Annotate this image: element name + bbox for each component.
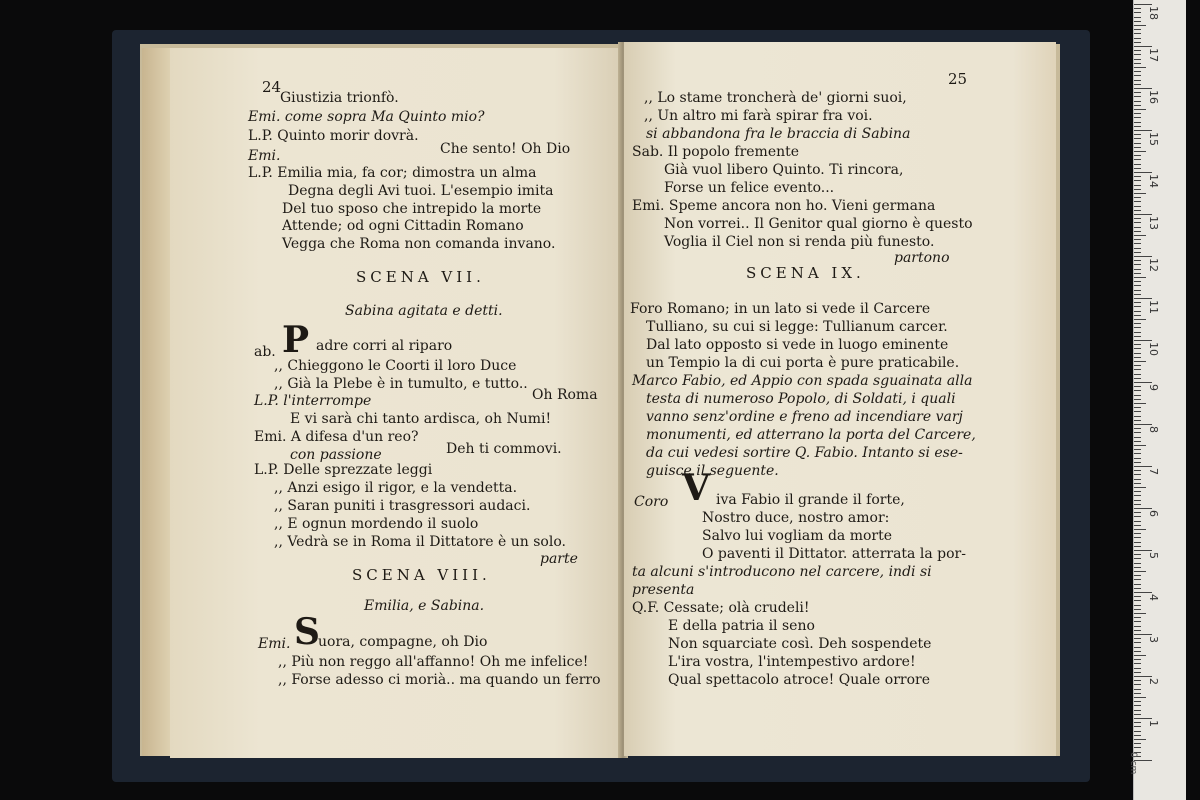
ruler-tick (1134, 466, 1152, 467)
ruler-tick (1134, 75, 1141, 76)
text-line: O paventi il Dittator. atterrata la por- (702, 546, 966, 562)
ruler-tick (1134, 739, 1146, 740)
text-line: Oh Roma (532, 387, 598, 403)
text-line: Tulliano, su cui si legge: Tullianum carcer. (646, 319, 948, 335)
ruler-tick (1134, 369, 1141, 370)
ruler-tick (1134, 197, 1141, 198)
ruler-tick (1134, 122, 1141, 123)
text-line: ,, Anzi esigo il rigor, e la vendetta. (274, 480, 518, 496)
text-line: Dal lato opposto si vede in luogo eminente (646, 337, 949, 353)
ruler-tick (1134, 495, 1141, 496)
ruler-tick (1134, 609, 1141, 610)
ruler-tick (1134, 277, 1146, 278)
text-line: Q.F. Cessate; olà crudeli! (632, 600, 810, 616)
ruler-tick (1134, 168, 1141, 169)
ruler-tick (1134, 285, 1141, 286)
ruler-tick (1134, 306, 1141, 307)
ruler-tick (1134, 92, 1141, 93)
ruler-tick (1134, 525, 1141, 526)
ruler-number: 5 (1147, 552, 1160, 559)
text-line: Forse un felice evento... (664, 180, 835, 196)
text-line: Degna degli Avi tuoi. L'esempio imita (288, 183, 554, 199)
stage-direction: monumenti, ed atterrano la porta del Carcere, (646, 427, 976, 443)
text-line: ,, Lo stame troncherà de' giorni suoi, (644, 90, 907, 106)
text-line: Vegga che Roma non comanda invano. (282, 236, 556, 252)
ruler-tick (1134, 63, 1141, 64)
text-line: L'ira vostra, l'intempestivo ardore! (668, 654, 916, 670)
ruler-tick (1134, 403, 1146, 404)
ruler-tick (1134, 613, 1146, 614)
ruler-tick (1134, 138, 1141, 139)
ruler-tick (1134, 365, 1141, 366)
ruler-tick (1134, 735, 1141, 736)
ruler-tick (1134, 651, 1141, 652)
ruler-tick (1134, 155, 1141, 156)
ruler-tick (1134, 483, 1141, 484)
ruler-tick (1134, 516, 1141, 517)
ruler-tick (1134, 84, 1141, 85)
ruler-tick (1134, 558, 1141, 559)
ruler-tick (1134, 701, 1141, 702)
stage-direction: vanno senz'ordine e freno ad incendiare varj (646, 409, 963, 425)
ruler-tick (1134, 323, 1141, 324)
ruler-tick (1134, 96, 1141, 97)
ruler-number: 9 (1147, 384, 1160, 391)
text-line: ,, Chieggono le Coorti il loro Duce (274, 358, 517, 374)
ruler-tick (1134, 621, 1141, 622)
ruler-tick (1134, 59, 1141, 60)
ruler-number: 1 (1147, 720, 1160, 727)
ruler-tick (1134, 399, 1141, 400)
ruler-tick (1134, 273, 1141, 274)
ruler-tick (1134, 319, 1146, 320)
text-line: L.P. Delle sprezzate leggi (254, 462, 433, 478)
ruler-tick (1134, 571, 1146, 572)
ruler-tick (1134, 105, 1141, 106)
ruler-tick (1134, 54, 1141, 55)
stage-direction: partono (894, 250, 950, 266)
ruler-tick (1134, 290, 1141, 291)
ruler-tick (1134, 80, 1141, 81)
ruler-tick (1134, 542, 1141, 543)
text-line: Qual spettacolo atroce! Quale orrore (668, 672, 930, 688)
ruler-tick (1134, 663, 1141, 664)
ruler-tick (1134, 143, 1141, 144)
ruler-unit: 0 cm (1128, 752, 1138, 775)
ruler-tick (1134, 25, 1146, 26)
text-line: Voglia il Ciel non si renda più funesto. (664, 234, 935, 250)
ruler-tick (1134, 592, 1152, 593)
ruler-tick (1134, 672, 1141, 673)
ruler-tick (1134, 714, 1141, 715)
page-number: 25 (948, 70, 968, 88)
ruler-tick (1134, 88, 1152, 89)
ruler-number: 2 (1147, 678, 1160, 685)
ruler-tick (1134, 453, 1141, 454)
ruler-tick (1134, 269, 1141, 270)
stage-direction: Marco Fabio, ed Appio con spada sguainata alla (632, 373, 973, 389)
ruler-tick (1134, 512, 1141, 513)
ruler-tick (1134, 38, 1141, 39)
stage-direction: con passione (290, 447, 382, 463)
ruler-tick (1134, 491, 1141, 492)
ruler-tick (1134, 537, 1141, 538)
ruler-tick (1134, 575, 1141, 576)
text-line: ,, Vedrà se in Roma il Dittatore è un solo. (274, 534, 566, 550)
drop-capital: S (294, 611, 320, 653)
ruler-tick (1134, 206, 1141, 207)
ruler-tick (1134, 71, 1141, 72)
ruler-tick (1134, 596, 1141, 597)
ruler-tick (1134, 214, 1152, 215)
ruler-tick (1134, 374, 1141, 375)
ruler-tick (1134, 437, 1141, 438)
ruler-tick (1134, 281, 1141, 282)
ruler-tick (1134, 521, 1141, 522)
ruler-tick (1134, 684, 1141, 685)
text-line: ,, Saran puniti i trasgressori audaci. (274, 498, 531, 514)
ruler-tick (1134, 705, 1141, 706)
ruler-tick (1134, 546, 1141, 547)
ruler-tick (1134, 634, 1152, 635)
ruler-tick (1134, 235, 1146, 236)
ruler-tick (1134, 638, 1141, 639)
ruler-tick (1134, 500, 1141, 501)
text-line: Emi. Speme ancora non ho. Vieni germana (632, 198, 936, 214)
ruler-tick (1134, 189, 1141, 190)
ruler-tick (1134, 416, 1141, 417)
ruler-tick (1134, 231, 1141, 232)
ruler-tick (1134, 445, 1146, 446)
ruler-tick (1134, 550, 1152, 551)
ruler-tick (1134, 462, 1141, 463)
ruler-tick (1134, 395, 1141, 396)
ruler-tick (1134, 424, 1152, 425)
ruler-tick (1134, 710, 1141, 711)
ruler-tick (1134, 689, 1141, 690)
ruler-tick (1134, 130, 1152, 131)
ruler-tick (1134, 579, 1141, 580)
text-line: L.P. l'interrompe (254, 393, 372, 409)
ruler-tick (1134, 252, 1141, 253)
speaker-label: Emi. (258, 636, 291, 652)
ruler-tick (1134, 239, 1141, 240)
ruler-tick (1134, 201, 1141, 202)
ruler-tick (1134, 584, 1141, 585)
ruler-tick (1134, 382, 1152, 383)
ruler-tick (1134, 642, 1141, 643)
ruler-number: 18 (1147, 6, 1160, 20)
ruler-tick (1134, 479, 1141, 480)
ruler-number: 13 (1147, 216, 1160, 230)
ruler-tick (1134, 432, 1141, 433)
text-line: L.P. Emilia mia, fa cor; dimostra un alma (248, 165, 537, 181)
ruler-tick (1134, 193, 1146, 194)
text-line: ,, Già la Plebe è in tumulto, e tutto.. (274, 376, 528, 392)
ruler-tick (1134, 449, 1141, 450)
ruler-tick (1134, 243, 1141, 244)
ruler-tick (1134, 378, 1141, 379)
scene-heading: SCENA VII. (356, 268, 485, 286)
drop-capital: V (682, 467, 710, 509)
ruler-tick (1134, 50, 1141, 51)
ruler-tick (1134, 42, 1141, 43)
ruler-tick (1134, 726, 1141, 727)
ruler-tick (1134, 336, 1141, 337)
ruler-tick (1134, 294, 1141, 295)
stage-direction: Emilia, e Sabina. (364, 598, 485, 614)
text-line: Che sento! Oh Dio (440, 141, 571, 157)
ruler-tick (1134, 4, 1152, 5)
ruler-tick (1134, 676, 1152, 677)
ruler-tick (1134, 185, 1141, 186)
ruler-tick (1134, 332, 1141, 333)
stage-direction: guisce il seguente. (646, 463, 779, 479)
text-line: ,, Forse adesso ci morià.. ma quando un ferro (278, 672, 601, 688)
text-line: Giustizia trionfò. (280, 90, 399, 106)
ruler-tick (1134, 353, 1141, 354)
ruler-tick (1134, 508, 1152, 509)
ruler-number: 15 (1147, 132, 1160, 146)
ruler-number: 7 (1147, 468, 1160, 475)
text-line: Nostro duce, nostro amor: (702, 510, 890, 526)
ruler-tick (1134, 67, 1146, 68)
ruler-tick (1134, 647, 1141, 648)
ruler-tick (1134, 668, 1141, 669)
page-number: 24 (262, 78, 282, 96)
ruler-tick (1134, 747, 1141, 748)
ruler-tick (1134, 164, 1141, 165)
ruler-tick (1134, 722, 1141, 723)
scene-heading: SCENA IX. (746, 264, 865, 282)
left-page (170, 48, 622, 758)
text-line: Salvo lui vogliam da morte (702, 528, 893, 544)
text-line: E della patria il seno (668, 618, 815, 634)
text-line: Del tuo sposo che intrepido la morte (282, 201, 542, 217)
text-line: adre corri al riparo (316, 338, 453, 354)
ruler-tick (1134, 504, 1141, 505)
measuring-ruler (1128, 0, 1186, 800)
ruler-tick (1134, 529, 1146, 530)
ruler-number: 10 (1147, 342, 1160, 356)
ruler-number: 8 (1147, 426, 1160, 433)
ruler-tick (1134, 390, 1141, 391)
ruler-tick (1134, 626, 1141, 627)
ruler-number: 4 (1147, 594, 1160, 601)
ruler-tick (1134, 411, 1141, 412)
text-line: Non vorrei.. Il Genitor qual giorno è questo (664, 216, 973, 232)
ruler-tick (1134, 8, 1141, 9)
ruler-tick (1134, 474, 1141, 475)
ruler-tick (1134, 340, 1152, 341)
stage-direction: si abbandona fra le braccia di Sabina (646, 126, 911, 142)
ruler-tick (1134, 731, 1141, 732)
text-line: Emi. come sopra Ma Quinto mio? (248, 109, 485, 125)
ruler-number: 16 (1147, 90, 1160, 104)
ruler-number: 17 (1147, 48, 1160, 62)
stage-direction: testa di numeroso Popolo, di Soldati, i quali (646, 391, 956, 407)
ruler-tick (1134, 697, 1146, 698)
ruler-tick (1134, 17, 1141, 18)
ruler-tick (1134, 743, 1141, 744)
ruler-tick (1134, 264, 1141, 265)
ruler-tick (1134, 386, 1141, 387)
speaker-label: Coro (634, 494, 669, 510)
ruler-tick (1134, 180, 1141, 181)
text-line: ,, Un altro mi farà spirar fra voi. (644, 108, 873, 124)
ruler-tick (1134, 407, 1141, 408)
ruler-tick (1134, 222, 1141, 223)
ruler-tick (1134, 655, 1146, 656)
stage-direction: Sabina agitata e detti. (345, 303, 503, 319)
ruler-number: 11 (1147, 300, 1160, 314)
text-line: Deh ti commovi. (446, 441, 562, 457)
ruler-tick (1134, 109, 1146, 110)
ruler-tick (1134, 327, 1141, 328)
ruler-tick (1134, 256, 1152, 257)
text-line: un Tempio la di cui porta è pure praticabile. (646, 355, 960, 371)
right-page (624, 42, 1056, 756)
text-line: L.P. Quinto morir dovrà. (248, 128, 419, 144)
text-line: E vi sarà chi tanto ardisca, oh Numi! (290, 411, 552, 427)
ruler-tick (1134, 563, 1141, 564)
ruler-tick (1134, 554, 1141, 555)
ruler-tick (1134, 113, 1141, 114)
ruler-tick (1134, 630, 1141, 631)
ruler-tick (1134, 210, 1141, 211)
text-line: Emi. (248, 148, 281, 164)
text-line: ,, E ognun mordendo il suolo (274, 516, 479, 532)
ruler-tick (1134, 659, 1141, 660)
text-line: uora, compagne, oh Dio (318, 634, 488, 650)
ruler-tick (1134, 680, 1141, 681)
ruler-tick (1134, 470, 1141, 471)
ruler-tick (1134, 134, 1141, 135)
ruler-tick (1134, 117, 1141, 118)
ruler-tick (1134, 46, 1152, 47)
drop-capital: P (282, 319, 310, 361)
ruler-tick (1134, 487, 1146, 488)
ruler-tick (1134, 147, 1141, 148)
text-line: Già vuol libero Quinto. Ti rincora, (664, 162, 904, 178)
ruler-tick (1134, 617, 1141, 618)
text-line: Emi. A difesa d'un reo? (254, 429, 419, 445)
text-line: Non squarciate così. Deh sospendete (668, 636, 932, 652)
ruler-tick (1134, 588, 1141, 589)
ruler-tick (1134, 600, 1141, 601)
text-line: Attende; od ogni Cittadin Romano (282, 218, 524, 234)
ruler-tick (1134, 248, 1141, 249)
ruler-tick (1134, 101, 1141, 102)
ruler-tick (1134, 344, 1141, 345)
stage-direction: presenta (632, 582, 695, 598)
ruler-tick (1134, 172, 1152, 173)
ruler-tick (1134, 33, 1141, 34)
ruler-tick (1134, 151, 1146, 152)
ruler-tick (1134, 567, 1141, 568)
stage-direction: ta alcuni s'introducono nel carcere, indi si (632, 564, 932, 580)
ruler-tick (1134, 441, 1141, 442)
ruler-tick (1134, 533, 1141, 534)
ruler-tick (1134, 29, 1141, 30)
ruler-tick (1134, 126, 1141, 127)
ruler-tick (1134, 218, 1141, 219)
stage-direction: da cui vedesi sortire Q. Fabio. Intanto si ese- (646, 445, 963, 461)
text-line: iva Fabio il grande il forte, (716, 492, 905, 508)
ruler-tick (1134, 227, 1141, 228)
ruler-tick (1134, 361, 1146, 362)
ruler-tick (1134, 428, 1141, 429)
ruler-tick (1134, 718, 1152, 719)
ruler-tick (1134, 348, 1141, 349)
ruler-tick (1134, 298, 1152, 299)
ruler-tick (1134, 12, 1141, 13)
ruler-number: 14 (1147, 174, 1160, 188)
speaker-label: ab. (254, 344, 276, 360)
ruler-tick (1134, 21, 1141, 22)
ruler-tick (1134, 302, 1141, 303)
ruler-tick (1134, 357, 1141, 358)
ruler-tick (1134, 311, 1141, 312)
text-line: Sab. Il popolo fremente (632, 144, 800, 160)
scene-heading: SCENA VIII. (352, 566, 491, 584)
ruler-number: 3 (1147, 636, 1160, 643)
ruler-tick (1134, 693, 1141, 694)
ruler-tick (1134, 458, 1141, 459)
ruler-tick (1134, 605, 1141, 606)
ruler-number: 12 (1147, 258, 1160, 272)
text-line: ,, Più non reggo all'affanno! Oh me infelice! (278, 654, 589, 670)
ruler-tick (1134, 315, 1141, 316)
text-line: Foro Romano; in un lato si vede il Carcere (630, 301, 931, 317)
ruler-tick (1134, 176, 1141, 177)
ruler-tick (1134, 159, 1141, 160)
ruler-tick (1134, 260, 1141, 261)
ruler-number: 6 (1147, 510, 1160, 517)
stage-direction: parte (540, 551, 578, 567)
ruler-tick (1134, 420, 1141, 421)
